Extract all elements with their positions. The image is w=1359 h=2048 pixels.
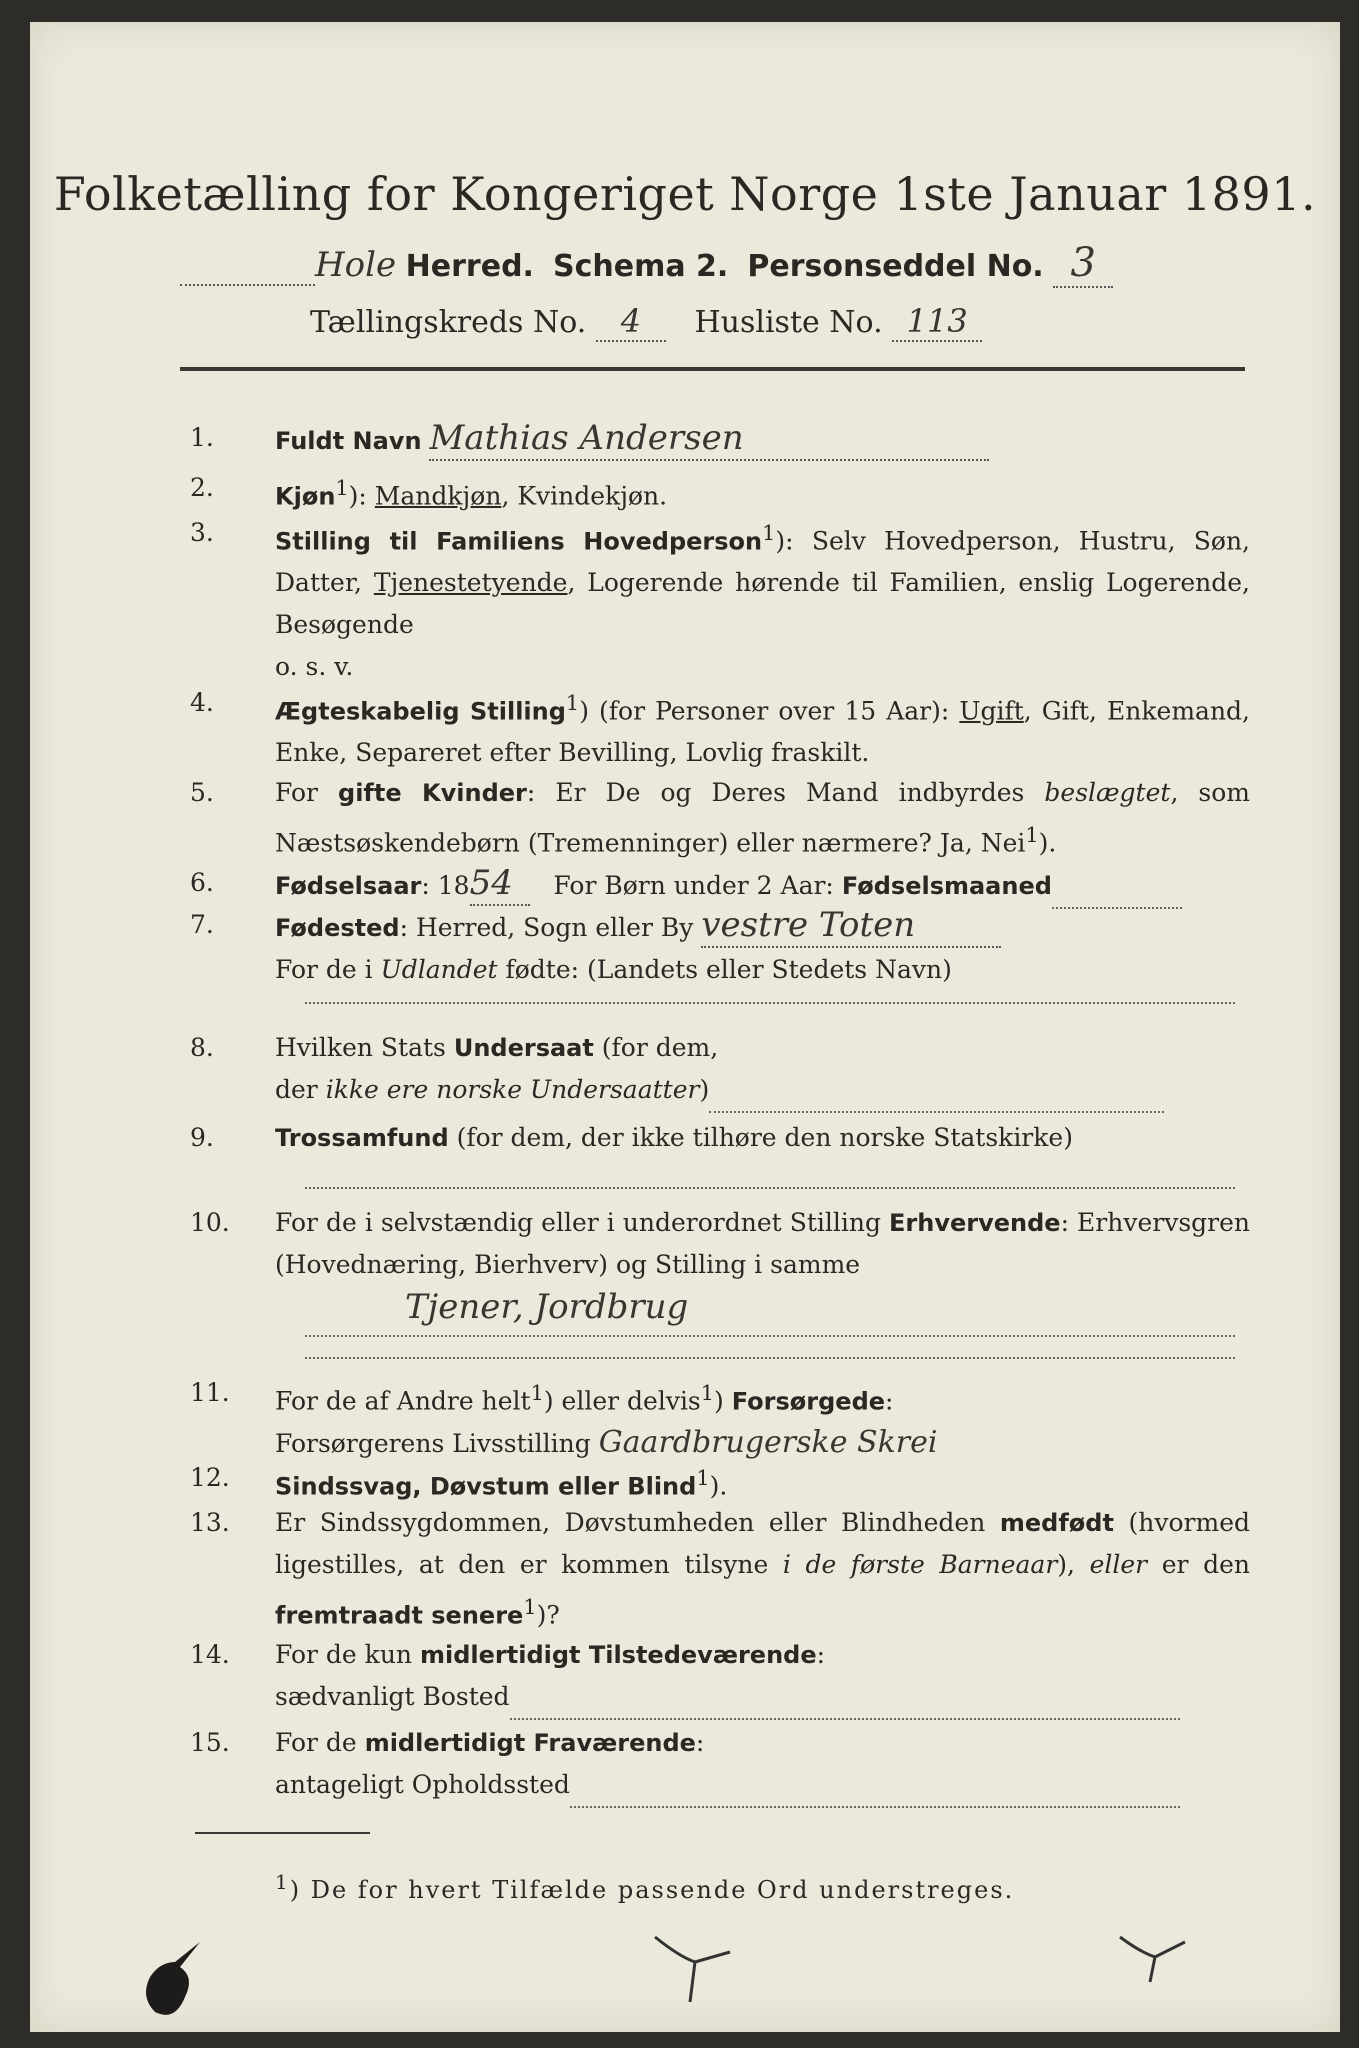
question-8 — [190, 1027, 1250, 1112]
q12-end: ). — [709, 1471, 728, 1501]
header-divider — [180, 367, 1245, 371]
question-13: 13. Er Sindssygdommen, Døvstumheden eller Blindheden medfødt (hvormed ligestilles, at den er kommen tilsyne i de første Barneaar), eller er den fremtraadt senere$^1$)? — [190, 1502, 1250, 1632]
q5-prefix: For — [275, 778, 318, 807]
provider-occupation-value: Gaardbrugerske Skrei — [598, 1425, 938, 1461]
question-11: 11. For de af Andre helt$^1$) eller delvis$^1$) Forsørgede: Forsørgerens Livsstilling Gaardbrugerske Skrei — [190, 1372, 1250, 1457]
birthplace-foreign-blank — [305, 1002, 1235, 1004]
q8-der: der — [275, 1075, 318, 1104]
question-4: 4. Ægteskabelig Stilling$^1$) (for Personer over 15 Aar): Ugift, Gift, Enkemand, Enke, Separeret efter Bevilling, Lovlig fraskilt. — [190, 682, 1250, 767]
q8-prefix: Hvilken Stats — [275, 1033, 446, 1062]
tick-mark-2 — [1115, 1927, 1205, 1997]
question-10 — [190, 1202, 1250, 1287]
full-name-label: Fuldt Navn — [275, 427, 422, 455]
marital-status-note: (for Personer over 15 Aar): — [599, 696, 950, 726]
married-women-label: gifte Kvinder — [338, 779, 527, 807]
schema-label: Schema 2. — [553, 249, 729, 284]
temporary-present-label: midlertidigt Tilstedeværende — [419, 1641, 817, 1669]
q7-abroad: Udlandet — [380, 955, 498, 984]
tick-mark-1 — [650, 1927, 740, 2007]
q14-colon: : — [816, 1640, 826, 1669]
q13-early-years: i de første Barneaar — [782, 1550, 1058, 1579]
question-2: 2. Kjøn$^1$): Mandkjøn, Kvindekjøn. — [190, 467, 1250, 509]
citizenship-label: Undersaat — [453, 1034, 594, 1062]
herred-value: Hole — [315, 245, 397, 285]
herred-label: Herred. — [405, 249, 534, 284]
q7-foreign-note: fødte: (Landets eller Stedets Navn) — [505, 955, 952, 984]
form-title: Folketælling for Kongeriget Norge 1ste Januar 1891. — [53, 167, 1317, 221]
question-number: 9. — [190, 1123, 214, 1152]
occupation-blank — [305, 1357, 1235, 1359]
q13-or: eller — [1089, 1550, 1148, 1579]
religion-blank — [305, 1187, 1235, 1189]
probable-residence-label: antageligt Opholdssted — [275, 1770, 570, 1799]
q13-note: (hvormed ligestilles, at den er kommen tilsyne — [275, 1508, 1250, 1579]
religion-label: Trossamfund — [275, 1124, 449, 1152]
q10-prefix: For de i selvstændig eller i underordnet Stilling — [275, 1208, 881, 1237]
question-number: 8. — [190, 1033, 214, 1062]
birth-year-value: 54 — [470, 862, 530, 906]
header-line-tallingskreds — [310, 302, 1210, 342]
family-position-label: Stilling til Familiens Hovedperson — [275, 527, 763, 556]
marital-status-options: , Gift, Enkemand, Enke, Separeret efter Bevilling, Lovlig fraskilt. — [275, 696, 1251, 768]
supported-label: Forsørgede — [731, 1387, 886, 1416]
q5-end: ). — [1038, 828, 1057, 858]
q8-italic: ikke ere norske Undersaatter — [325, 1075, 700, 1104]
citizenship-blank — [709, 1069, 1164, 1113]
family-position-options: Selv Hovedperson, Hustru, Søn, Datter, — [275, 526, 1250, 598]
question-6 — [190, 862, 1250, 904]
question-12: 12. Sindssvag, Døvstum eller Blind$^1$). — [190, 1457, 1250, 1499]
footnote-text: ) De for hvert Tilfælde passende Ord understreges. — [289, 1876, 1015, 1904]
question-14 — [190, 1634, 1250, 1719]
usual-residence-blank — [510, 1676, 1180, 1720]
marital-status-label: Ægteskabelig Stilling — [275, 697, 566, 726]
religion-note: (for dem, der ikke tilhøre den norske Statskirke) — [456, 1123, 1073, 1152]
provider-occupation-label: Forsørgerens Livsstilling — [275, 1429, 591, 1459]
census-form — [30, 22, 1340, 2032]
full-name-value: Mathias Andersen — [429, 417, 989, 461]
sex-options: , Kvindekjøn. — [501, 481, 668, 511]
birth-year-label: Fødselsaar — [275, 872, 422, 900]
q10-note: : Erhvervsgren (Hovednæring, Bierhverv) og Stilling i samme — [275, 1208, 1250, 1279]
q8-end: ) — [699, 1075, 710, 1104]
question-9 — [190, 1117, 1250, 1159]
husliste-value: 113 — [892, 302, 982, 342]
q14-prefix: For de kun — [275, 1640, 413, 1669]
question-15 — [190, 1722, 1250, 1807]
temporary-absent-label: midlertidigt Fraværende — [364, 1729, 696, 1757]
q13-is-the: er den — [1161, 1550, 1250, 1579]
occupation-label: Erhvervende — [889, 1209, 1061, 1237]
usual-residence-label: sædvanligt Bosted — [275, 1682, 510, 1711]
question-number: 3. — [190, 518, 214, 547]
question-5: 5. For gifte Kvinder: Er De og Deres Mand indbyrdes beslægtet, som Næstsøskendebørn (Tremenninger) eller nærmere? Ja, Nei$^1$). — [190, 772, 1250, 857]
sex-label: Kjøn — [275, 482, 336, 511]
question-1 — [190, 417, 1250, 467]
footnote: $^1$) De for hvert Tilfælde passende Ord understreges. — [275, 1870, 1015, 1904]
husliste-label: Husliste No. — [694, 305, 883, 340]
question-number: 10. — [190, 1208, 230, 1237]
question-number: 12. — [190, 1463, 230, 1492]
ink-blot-mark — [130, 1937, 210, 2027]
question-number: 5. — [190, 778, 214, 807]
question-number: 11. — [190, 1378, 230, 1407]
question-number: 6. — [190, 868, 214, 897]
question-number: 15. — [190, 1728, 230, 1757]
q5-related: beslægtet — [1044, 778, 1171, 807]
q5-text-c: , som Næstsøskendebørn (Tremenninger) eller nærmere? Ja, Nei — [275, 778, 1250, 858]
birthplace-value: vestre Toten — [701, 904, 1001, 948]
q11-prefix: For de af Andre helt — [275, 1386, 531, 1416]
q13-punct: ), — [1057, 1550, 1075, 1579]
occupation-value-line — [305, 1287, 1235, 1337]
q13-prefix: Er Sindssygdommen, Døvstumheden eller Blindheden — [275, 1508, 986, 1537]
question-number: 14. — [190, 1640, 230, 1669]
family-position-etc: o. s. v. — [275, 652, 354, 682]
q5-text: : Er De og Deres Mand indbyrdes — [526, 778, 1025, 807]
sex-option-male: Mandkjøn — [374, 481, 502, 511]
question-7 — [190, 904, 1250, 1024]
birth-year-prefix: : 18 — [421, 871, 470, 900]
birth-month-blank — [1052, 865, 1182, 909]
taellingskreds-value: 4 — [596, 302, 666, 342]
question-number: 1. — [190, 423, 214, 452]
q11-paren: ) — [714, 1386, 724, 1416]
personseddel-label: Personseddel No. — [747, 249, 1044, 284]
q15-prefix: For de — [275, 1728, 357, 1757]
family-position-options-b: , Logerende hørende til Familien, enslig Logerende, Besøgende — [275, 568, 1250, 640]
occupation-value: Tjener, Jordbrug — [405, 1287, 689, 1327]
later-onset-label: fremtraadt senere — [275, 1601, 524, 1630]
probable-residence-blank — [570, 1764, 1180, 1808]
birth-month-label: Fødselsmaaned — [841, 872, 1052, 900]
question-3: 3. Stilling til Familiens Hovedperson$^1$): Selv Hovedperson, Hustru, Søn, Datter, Tjenestetyende, Logerende hørende til Familien, enslig Logerende, Besøgende o. s. v. — [190, 512, 1250, 672]
question-number: 7. — [190, 910, 214, 939]
header-line-herred — [180, 240, 1260, 288]
q11-colon: : — [885, 1386, 894, 1416]
q7-foreign-prefix: For de i — [275, 955, 373, 984]
marital-status-selected: Ugift — [959, 696, 1024, 726]
question-number: 4. — [190, 688, 214, 717]
taellingskreds-label: Tællingskreds No. — [310, 305, 587, 340]
birthplace-label: Fødested — [275, 914, 400, 942]
personseddel-value: 3 — [1053, 240, 1113, 288]
question-number: 13. — [190, 1508, 230, 1537]
q8-note: (for dem, — [601, 1033, 719, 1062]
congenital-label: medfødt — [999, 1509, 1114, 1537]
q11-partly: ) eller delvis — [543, 1386, 701, 1416]
family-position-selected: Tjenestetyende — [373, 568, 568, 598]
disability-label: Sindssvag, Døvstum eller Blind — [275, 1472, 697, 1501]
q15-colon: : — [695, 1728, 705, 1757]
birthplace-options: : Herred, Sogn eller By — [399, 913, 694, 942]
question-number: 2. — [190, 473, 214, 502]
q13-end: )? — [536, 1600, 560, 1630]
footnote-divider — [195, 1832, 370, 1834]
q6-children-note: For Børn under 2 Aar: — [553, 871, 834, 900]
